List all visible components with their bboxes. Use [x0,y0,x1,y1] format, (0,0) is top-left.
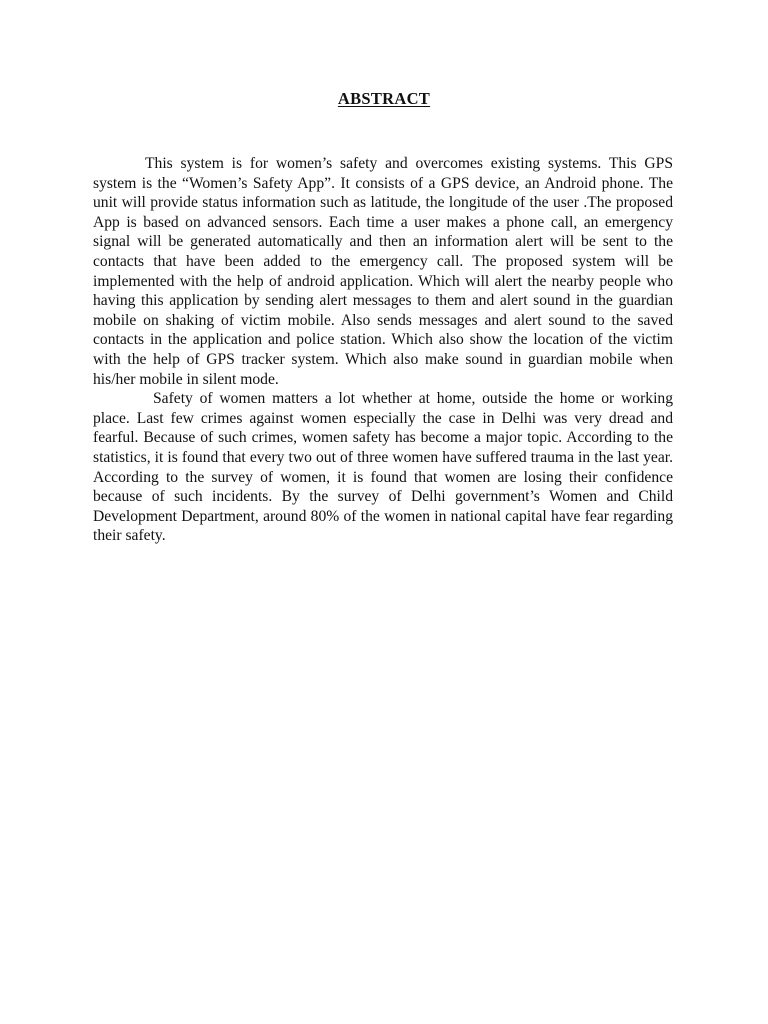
abstract-paragraph-2: Safety of women matters a lot whether at home, outside the home or working place. Last few crimes against women especially the case in Delhi was very dread and fearful. Because of such crimes, women safety has become a major topic. According to the statistics, it is found that every two out of three women have suffered trauma in the last year. According to the survey of women, it is found that women are losing their confidence because of such incidents. By the survey of Delhi government’s Women and Child Development Department, around 80% of the women in national capital have fear regarding their safety. [93,390,673,545]
document-title [0,88,768,110]
abstract-paragraph-1: This system is for women’s safety and overcomes existing systems. This GPS system is the “Women’s Safety App”. It consists of a GPS device, an Android phone. The unit will provide status information such as latitude, the longitude of the user .The proposed App is based on advanced sensors. Each time a user makes a phone call, an emergency signal will be generated automatically and then an information alert will be sent to the contacts that have been added to the emergency call. The proposed system will be implemented with the help of android application. Which will alert the nearby people who having this application by sending alert messages to them and alert sound in the guardian mobile on shaking of victim mobile. Also sends messages and alert sound to the saved contacts in the application and police station. Which also show the location of the victim with the help of GPS tracker system. Which also make sound in guardian mobile when his/her mobile in silent mode. [93,155,673,388]
abstract-heading: ABSTRACT [337,89,431,108]
abstract-body [93,154,673,546]
